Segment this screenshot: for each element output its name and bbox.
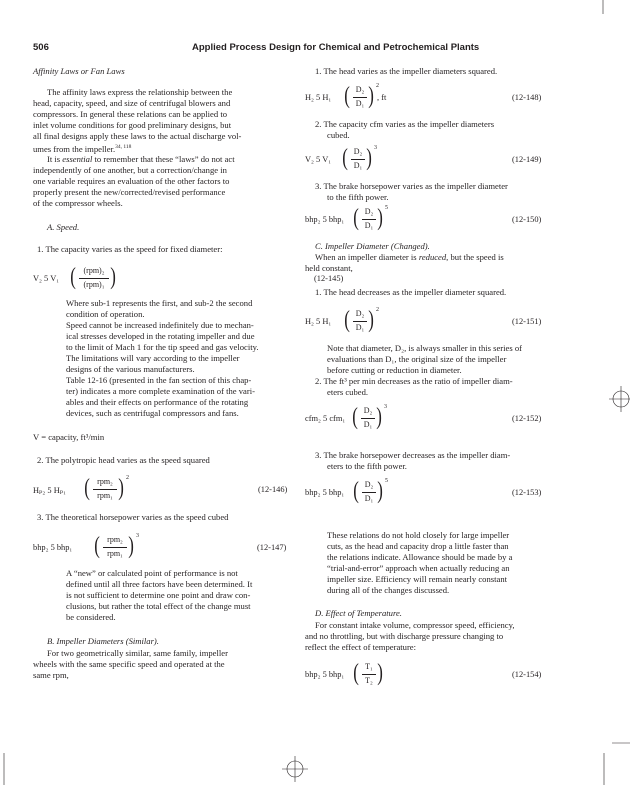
note-line: A “new” or calculated point of performance is not xyxy=(66,568,238,578)
left-paren: ( xyxy=(342,145,348,171)
para1-line: all final designs apply these laws to the actual discharge vol- xyxy=(33,131,242,141)
list-item-cont: cubed. xyxy=(327,130,350,140)
equation-number: (12-145) xyxy=(314,274,344,283)
right-paren: ) xyxy=(368,83,374,109)
para-large-line: cuts, as the head and capacity drop a little faster than xyxy=(327,541,509,551)
para2-line: one variable requires an evaluation of the other factors to xyxy=(33,176,230,186)
equation-lhs: Hₚ₂ 5 Hₚ₁ xyxy=(33,486,67,495)
para2-line: independently of one another, but a correction/change in xyxy=(33,165,227,175)
indent-line: to the limit of Mach 1 for the tip speed and gas velocity. xyxy=(66,342,259,352)
exponent: 5 xyxy=(385,205,388,211)
equation-number: (12-146) xyxy=(258,485,288,494)
list-item: 2. The polytropic head varies as the speed squared xyxy=(37,455,210,465)
fraction-numerator: D₂ xyxy=(363,406,373,415)
indent-line: Speed cannot be increased indefinitely due to mechan- xyxy=(66,320,254,330)
fraction-denominator: T₂ xyxy=(365,676,373,685)
list-item-cont: eters to the fifth power. xyxy=(327,461,407,471)
fraction-denominator: D₁ xyxy=(355,99,365,108)
right-paren: ) xyxy=(377,205,383,231)
para-large-line: during all of the changes discussed. xyxy=(327,585,450,595)
fraction-numerator: rpm₂ xyxy=(107,535,123,544)
fraction-numerator: D₂ xyxy=(353,147,363,156)
equation-lhs: cfm₂ 5 cfm₁ xyxy=(305,414,346,423)
equation-unit: , ft xyxy=(377,93,387,102)
subheading-impeller-diameters: B. Impeller Diameters (Similar). xyxy=(47,636,159,646)
indent-line: The limitations will vary according to the impeller xyxy=(66,353,240,363)
equation-number: (12-151) xyxy=(512,317,542,326)
para1-line-text: umes from the impeller. xyxy=(33,143,116,154)
equation-number: (12-148) xyxy=(512,93,542,102)
left-paren: ( xyxy=(94,533,100,559)
note-line: clusions, but rather the total effect of the change must xyxy=(66,601,251,611)
para-c-emphasis: reduced xyxy=(418,252,447,262)
para-b-line: wheels with the same specific speed and operated at the xyxy=(33,659,225,669)
exponent: 3 xyxy=(136,533,139,539)
fraction-denominator: D₁ xyxy=(364,494,374,503)
equation-lhs: bhp₂ 5 bhp₁ xyxy=(305,670,345,679)
indent-line: ter) indicates a more complete examination of the vari- xyxy=(66,386,255,396)
left-paren: ( xyxy=(353,205,359,231)
note-line: defined until all three factors have been determined. It xyxy=(66,579,253,589)
list-item: 1. The capacity varies as the speed for fixed diameter: xyxy=(37,244,223,254)
indent-line: condition of operation. xyxy=(66,309,145,319)
equation-lhs: V₂ 5 V₁ xyxy=(305,155,332,164)
left-paren: ( xyxy=(344,83,350,109)
left-paren: ( xyxy=(84,475,90,501)
right-paren: ) xyxy=(377,478,383,504)
note-line: before cutting or reduction in diameter. xyxy=(327,365,462,375)
list-item: 1. The head varies as the impeller diameters squared. xyxy=(315,66,498,76)
note-line: Note that diameter, D₂, is always smaller in this series of xyxy=(327,343,523,353)
exponent: 2 xyxy=(126,475,129,481)
equation-lhs: V₂ 5 V₁ xyxy=(33,274,60,283)
equation-lhs: bhp₂ 5 bhp₁ xyxy=(305,215,345,224)
page-number: 506 xyxy=(33,42,49,53)
indent-line: Table 12-16 (presented in the fan section of this chap- xyxy=(66,375,252,385)
left-paren: ( xyxy=(353,660,359,686)
section-title: Affinity Laws or Fan Laws xyxy=(33,66,125,76)
equation-lhs: H₂ 5 H₁ xyxy=(305,317,332,326)
fraction-denominator: (rpm)₁ xyxy=(83,280,105,289)
para1-line: head, capacity, speed, and size of centrifugal blowers and xyxy=(33,98,231,108)
fraction-numerator: D₂ xyxy=(355,309,365,318)
note-line: is not sufficient to determine one point and draw con- xyxy=(66,590,251,600)
right-paren: ) xyxy=(366,145,372,171)
list-item: 3. The brake horsepower varies as the impeller diameter xyxy=(315,181,508,191)
fraction-numerator: rpm₂ xyxy=(97,477,113,486)
exponent: 3 xyxy=(384,404,387,410)
para2-line: of the compressor wheels. xyxy=(33,198,123,208)
list-item: 3. The theoretical horsepower varies as the speed cubed xyxy=(37,512,229,522)
para-c-rest: , but the speed is xyxy=(446,252,504,262)
right-paren: ) xyxy=(110,264,116,290)
note-line: be considered. xyxy=(66,612,116,622)
indent-line: Where sub-1 represents the first, and sub-2 the second xyxy=(66,298,253,308)
para-c-line: held constant, xyxy=(305,263,353,273)
fraction-denominator: D₁ xyxy=(364,221,374,230)
list-item: 2. The capacity cfm varies as the impeller diameters xyxy=(315,119,495,129)
left-paren: ( xyxy=(353,478,359,504)
fraction-denominator: D₁ xyxy=(363,420,373,429)
right-paren: ) xyxy=(368,307,374,333)
subheading-speed: A. Speed. xyxy=(47,222,80,232)
list-item: 1. The head decreases as the impeller diameter squared. xyxy=(315,287,507,297)
para1-line: compressors. In general these relations can be applied to xyxy=(33,109,228,119)
para2-line: properly present the new/corrected/revised performance xyxy=(33,187,226,197)
left-paren: ( xyxy=(70,264,76,290)
para-large-line: impeller size. Efficiency will remain nearly constant xyxy=(327,574,508,584)
para2-start: It is xyxy=(47,154,61,164)
list-item: 2. The ft³ per min decreases as the ratio of impeller diam- xyxy=(315,376,513,386)
fraction-numerator: D₂ xyxy=(355,85,365,94)
right-paren: ) xyxy=(376,404,382,430)
exponent: 2 xyxy=(376,307,379,313)
para-d-line: reflect the effect of temperature: xyxy=(305,642,417,652)
list-item: 3. The brake horsepower decreases as the impeller diam- xyxy=(315,450,511,460)
exponent: 3 xyxy=(374,145,377,151)
para2-rest: to remember that these “laws” do not act xyxy=(94,154,235,164)
para-b-line: same rpm, xyxy=(33,670,69,680)
left-paren: ( xyxy=(352,404,358,430)
equation-number: (12-149) xyxy=(512,155,542,164)
equation-lhs: bhp₂ 5 bhp₁ xyxy=(305,488,345,497)
indent-line: designs of the various manufacturers. xyxy=(66,364,195,374)
equation-number: (12-154) xyxy=(512,670,542,679)
fraction-numerator: (rpm)₂ xyxy=(83,266,105,275)
para2-emphasis: essential xyxy=(62,154,93,164)
list-item-cont: to the fifth power. xyxy=(327,192,389,202)
subheading-temperature: D. Effect of Temperature. xyxy=(315,608,402,618)
fraction-numerator: D₂ xyxy=(364,207,374,216)
para-b-line: For two geometrically similar, same family, impeller xyxy=(47,648,228,658)
para-large-line: the relations indicate. Allowance should be made by a xyxy=(327,552,513,562)
equation-number: (12-153) xyxy=(512,488,542,497)
para-d-line: For constant intake volume, compressor speed, efficiency, xyxy=(315,620,515,630)
fraction-denominator: D₁ xyxy=(353,161,363,170)
exponent: 2 xyxy=(376,83,379,89)
running-header-title: Applied Process Design for Chemical and Petrochemical Plants xyxy=(192,42,480,53)
para1-line: The affinity laws express the relationship between the xyxy=(47,87,233,97)
equation-number: (12-150) xyxy=(512,215,542,224)
note-line: evaluations than D₁, the original size of the impeller xyxy=(327,354,507,364)
list-item-cont: eters cubed. xyxy=(327,387,369,397)
equation-lhs: bhp₂ 5 bhp₁ xyxy=(33,543,73,552)
fraction-denominator: D₁ xyxy=(355,323,365,332)
equation-number: (12-147) xyxy=(257,543,287,552)
indent-line: ical stresses developed in the rotating impeller and due xyxy=(66,331,255,341)
fraction-denominator: rpm₁ xyxy=(107,549,123,558)
para-d-line: and no throttling, but with discharge pressure changing to xyxy=(305,631,504,641)
subheading-impeller-diameter-changed: C. Impeller Diameter (Changed). xyxy=(315,241,430,251)
para-large-line: “trial-and-error” approach when actually reducing an xyxy=(327,563,510,573)
fraction-numerator: T₁ xyxy=(365,662,373,671)
para1-line: inlet volume conditions for good preliminary designs, but xyxy=(33,120,232,130)
para-large-line: These relations do not hold closely for large impeller xyxy=(327,530,510,540)
left-paren: ( xyxy=(344,307,350,333)
equation-lhs: H₂ 5 H₁ xyxy=(305,93,332,102)
fraction-denominator: rpm₁ xyxy=(97,491,113,500)
indent-line: devices, such as centrifugal compressors and fans. xyxy=(66,408,239,418)
exponent: 5 xyxy=(385,478,388,484)
variable-definition: V = capacity, ft³/min xyxy=(33,432,105,442)
right-paren: ) xyxy=(118,475,124,501)
indent-line: ables and their effects on performance of the rotating xyxy=(66,397,249,407)
para1-reference: 34, 118 xyxy=(115,144,132,150)
fraction-numerator: D₂ xyxy=(364,480,374,489)
right-paren: ) xyxy=(377,660,383,686)
equation-number: (12-152) xyxy=(512,414,542,423)
para-c-start: When an impeller diameter is xyxy=(315,252,417,262)
right-paren: ) xyxy=(128,533,134,559)
